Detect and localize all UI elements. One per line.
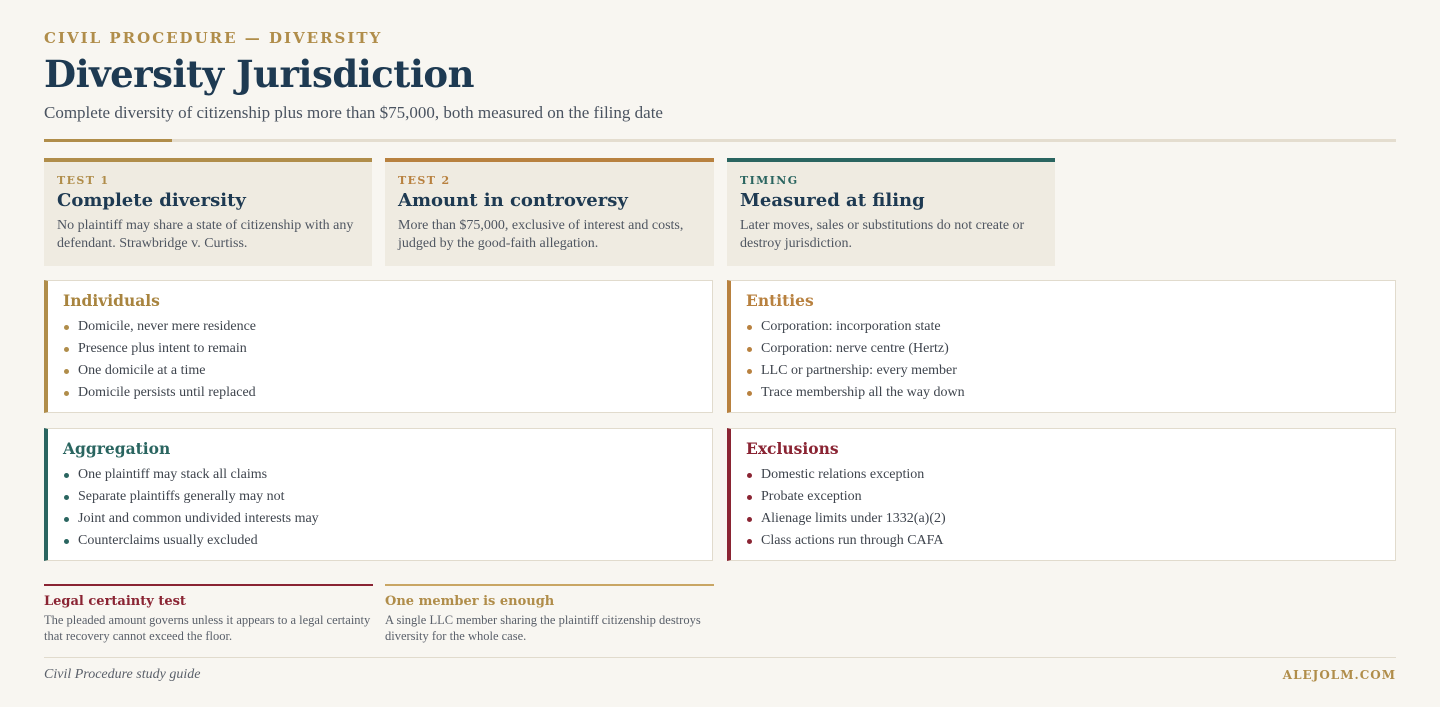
card-complete-diversity: [44, 158, 372, 266]
list-item: Joint and common undivided interests may: [63, 508, 697, 530]
panel-aggregation: [44, 428, 713, 561]
list-item: Domicile persists until replaced: [63, 382, 697, 404]
note-body: A single LLC member sharing the plaintiff citizenship destroys diversity for the whole case.: [385, 613, 701, 643]
list-item: Class actions run through CAFA: [746, 530, 1380, 552]
footer-divider: [44, 657, 1396, 658]
panel-title: Aggregation: [63, 439, 171, 458]
list-item: Probate exception: [746, 486, 1380, 508]
panel-title: Entities: [746, 291, 814, 310]
panel-title: Exclusions: [746, 439, 839, 458]
page-title: Diversity Jurisdiction: [44, 52, 475, 96]
panel-entities: [727, 280, 1396, 413]
panel-exclusions: [727, 428, 1396, 561]
list-item: Counterclaims usually excluded: [63, 530, 697, 552]
study-guide-page: [44, 0, 1396, 707]
footer-caption: Civil Procedure study guide: [44, 667, 201, 682]
footer-site-link[interactable]: ALEJOLM.COM: [1282, 668, 1396, 682]
list-item: Presence plus intent to remain: [63, 338, 697, 360]
card-tag: TEST 1: [57, 174, 110, 187]
bullet-list: [63, 464, 697, 552]
card-body: No plaintiff may share a state of citizenship with any defendant. Strawbridge v. Curtiss.: [57, 218, 354, 251]
note-legal-certainty: [44, 584, 373, 644]
list-item: Alienage limits under 1332(a)(2): [746, 508, 1380, 530]
list-item: Trace membership all the way down: [746, 382, 1380, 404]
note-title: Legal certainty test: [44, 594, 186, 609]
card-tag: TEST 2: [398, 174, 451, 187]
note-title: One member is enough: [385, 594, 555, 609]
panel-title: Individuals: [63, 291, 160, 310]
list-item: Corporation: incorporation state: [746, 316, 1380, 338]
card-title: Amount in controversy: [398, 190, 628, 211]
list-item: LLC or partnership: every member: [746, 360, 1380, 382]
list-item: One plaintiff may stack all claims: [63, 464, 697, 486]
list-item: Domestic relations exception: [746, 464, 1380, 486]
panel-individuals: [44, 280, 713, 413]
page-subtitle: Complete diversity of citizenship plus more than $75,000, both measured on the filing date: [44, 103, 663, 122]
card-body: More than $75,000, exclusive of interest and costs, judged by the good-faith allegation.: [398, 218, 684, 251]
card-measured-at-filing: [727, 158, 1055, 266]
bullet-list: [63, 316, 697, 404]
card-title: Measured at filing: [740, 190, 925, 211]
header-divider: [44, 139, 1396, 142]
card-amount-in-controversy: [385, 158, 714, 266]
eyebrow-label: CIVIL PROCEDURE — DIVERSITY: [44, 29, 383, 47]
bullet-list: [746, 464, 1380, 552]
bullet-list: [746, 316, 1380, 404]
card-title: Complete diversity: [57, 190, 246, 211]
list-item: Corporation: nerve centre (Hertz): [746, 338, 1380, 360]
note-one-member: [385, 584, 714, 644]
list-item: One domicile at a time: [63, 360, 697, 382]
list-item: Separate plaintiffs generally may not: [63, 486, 697, 508]
header-divider-accent: [44, 139, 172, 142]
card-tag: TIMING: [740, 174, 799, 187]
note-body: The pleaded amount governs unless it appears to a legal certainty that recovery cannot exceed the floor.: [44, 613, 371, 643]
list-item: Domicile, never mere residence: [63, 316, 697, 338]
card-body: Later moves, sales or substitutions do not create or destroy jurisdiction.: [740, 218, 1025, 251]
